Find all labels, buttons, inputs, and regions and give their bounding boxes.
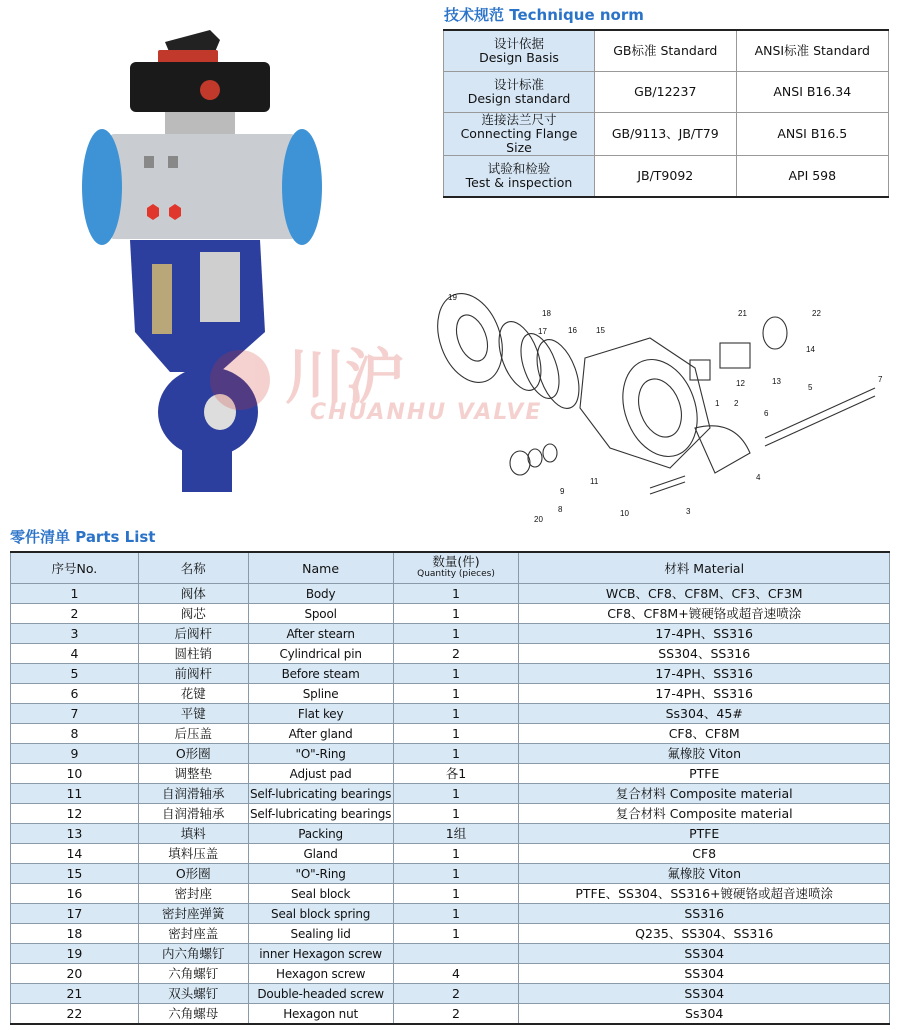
header-qty-sub: Quantity (pieces)	[417, 569, 495, 579]
technique-row	[444, 113, 889, 156]
technique-label-cn: 连接法兰尺寸	[481, 112, 557, 127]
part-material: CF8	[519, 844, 890, 864]
diagram-callout-7: 7	[878, 375, 883, 384]
diagram-callout-22: 22	[812, 309, 821, 318]
diagram-callout-4: 4	[756, 473, 761, 482]
part-qty: 各1	[393, 764, 519, 784]
part-no: 1	[11, 584, 139, 604]
part-material: PTFE	[519, 764, 890, 784]
part-cn-name: 密封座	[138, 884, 248, 904]
technique-row	[444, 156, 889, 198]
watermark-logo-icon	[210, 350, 270, 410]
diagram-callout-15: 15	[596, 326, 605, 335]
watermark-chinese: 川沪	[285, 343, 405, 413]
technique-ansi: API 598	[736, 156, 888, 198]
part-qty: 1	[393, 744, 519, 764]
part-cn-name: O形圈	[138, 744, 248, 764]
part-material: CF8、CF8M	[519, 724, 890, 744]
technique-gb: JB/T9092	[595, 156, 737, 198]
part-name: "O"-Ring	[248, 744, 393, 764]
exploded-view-diagram	[420, 278, 895, 528]
part-cn-name: 填料	[138, 824, 248, 844]
part-cn-name: 密封座盖	[138, 924, 248, 944]
part-qty: 1	[393, 804, 519, 824]
part-cn-name: 六角螺母	[138, 1004, 248, 1025]
diagram-callout-20: 20	[534, 515, 543, 524]
technique-label-en: Test & inspection	[465, 175, 573, 190]
parts-row	[11, 824, 890, 844]
part-qty: 1	[393, 844, 519, 864]
header-cn-name: 名称	[138, 552, 248, 584]
diagram-callout-21: 21	[738, 309, 747, 318]
parts-row	[11, 944, 890, 964]
part-name: inner Hexagon screw	[248, 944, 393, 964]
diagram-callout-19: 19	[448, 293, 457, 302]
parts-row	[11, 964, 890, 984]
part-material: Ss304	[519, 1004, 890, 1025]
part-cn-name: 六角螺钉	[138, 964, 248, 984]
part-name: Adjust pad	[248, 764, 393, 784]
part-no: 12	[11, 804, 139, 824]
part-qty: 1	[393, 664, 519, 684]
part-name: Seal block	[248, 884, 393, 904]
part-no: 3	[11, 624, 139, 644]
part-no: 18	[11, 924, 139, 944]
part-material: SS304、SS316	[519, 644, 890, 664]
part-name: "O"-Ring	[248, 864, 393, 884]
part-qty: 1	[393, 724, 519, 744]
diagram-callout-16: 16	[568, 326, 577, 335]
technique-label	[444, 72, 595, 113]
part-no: 16	[11, 884, 139, 904]
part-cn-name: 后阀杆	[138, 624, 248, 644]
diagram-callout-18: 18	[542, 309, 551, 318]
technique-label	[444, 113, 595, 156]
part-material: SS304	[519, 944, 890, 964]
part-qty: 1	[393, 864, 519, 884]
technique-label-en: Design Basis	[479, 50, 559, 65]
part-name: Body	[248, 584, 393, 604]
part-cn-name: 密封座弹簧	[138, 904, 248, 924]
part-no: 22	[11, 1004, 139, 1025]
diagram-callout-5: 5	[808, 383, 813, 392]
parts-row	[11, 704, 890, 724]
technique-label-en: Design standard	[467, 91, 571, 106]
diagram-callout-14: 14	[806, 345, 815, 354]
part-cn-name: 双头螺钉	[138, 984, 248, 1004]
part-qty: 1	[393, 604, 519, 624]
part-name: Double-headed screw	[248, 984, 393, 1004]
diagram-callout-1: 1	[715, 399, 720, 408]
technique-norm-title: 技术规范 Technique norm	[444, 6, 644, 24]
part-cn-name: 后压盖	[138, 724, 248, 744]
part-no: 5	[11, 664, 139, 684]
part-qty: 1	[393, 904, 519, 924]
part-material: 复合材料 Composite material	[519, 784, 890, 804]
parts-row	[11, 784, 890, 804]
technique-gb: GB/9113、JB/T79	[595, 113, 737, 156]
part-name: Hexagon screw	[248, 964, 393, 984]
part-name: Hexagon nut	[248, 1004, 393, 1025]
part-cn-name: 自润滑轴承	[138, 804, 248, 824]
technique-label-en: Connecting Flange Size	[460, 126, 578, 155]
parts-list-table	[10, 551, 890, 1025]
part-no: 19	[11, 944, 139, 964]
part-cn-name: 前阀杆	[138, 664, 248, 684]
part-material: 氟橡胶 Viton	[519, 864, 890, 884]
part-qty: 1	[393, 924, 519, 944]
part-material: 17-4PH、SS316	[519, 624, 890, 644]
part-no: 7	[11, 704, 139, 724]
part-cn-name: 圆柱销	[138, 644, 248, 664]
part-cn-name: 花键	[138, 684, 248, 704]
part-qty: 4	[393, 964, 519, 984]
header-no: 序号No.	[11, 552, 139, 584]
technique-label-cn: 设计标准	[493, 77, 544, 92]
parts-row	[11, 984, 890, 1004]
part-qty: 1	[393, 624, 519, 644]
part-no: 2	[11, 604, 139, 624]
diagram-callout-10: 10	[620, 509, 629, 518]
part-no: 21	[11, 984, 139, 1004]
parts-row	[11, 924, 890, 944]
part-no: 13	[11, 824, 139, 844]
diagram-callout-12: 12	[736, 379, 745, 388]
part-material: 17-4PH、SS316	[519, 684, 890, 704]
part-no: 8	[11, 724, 139, 744]
diagram-callout-3: 3	[686, 507, 691, 516]
part-name: Self-lubricating bearings	[248, 804, 393, 824]
parts-row	[11, 884, 890, 904]
diagram-callout-2: 2	[734, 399, 739, 408]
header-qty-label: 数量(件)	[432, 554, 480, 569]
part-material: SS304	[519, 984, 890, 1004]
technique-label	[444, 30, 595, 72]
technique-label-cn: 试验和检验	[487, 161, 551, 176]
parts-row	[11, 664, 890, 684]
diagram-callout-6: 6	[764, 409, 769, 418]
part-cn-name: 阀体	[138, 584, 248, 604]
part-no: 11	[11, 784, 139, 804]
part-name: Self-lubricating bearings	[248, 784, 393, 804]
part-name: Cylindrical pin	[248, 644, 393, 664]
part-cn-name: 自润滑轴承	[138, 784, 248, 804]
parts-row	[11, 744, 890, 764]
technique-norm-table	[443, 29, 889, 198]
header-quantity	[393, 552, 519, 584]
parts-row	[11, 864, 890, 884]
part-name: Sealing lid	[248, 924, 393, 944]
part-qty	[393, 944, 519, 964]
part-cn-name: 调整垫	[138, 764, 248, 784]
part-name: Spool	[248, 604, 393, 624]
diagram-callout-9: 9	[560, 487, 565, 496]
part-no: 14	[11, 844, 139, 864]
part-name: Flat key	[248, 704, 393, 724]
part-cn-name: 内六角螺钉	[138, 944, 248, 964]
part-qty: 2	[393, 984, 519, 1004]
part-material: Ss304、45#	[519, 704, 890, 724]
part-name: Spline	[248, 684, 393, 704]
diagram-callout-13: 13	[772, 377, 781, 386]
parts-row	[11, 844, 890, 864]
part-qty: 1组	[393, 824, 519, 844]
part-no: 15	[11, 864, 139, 884]
technique-gb: GB/12237	[595, 72, 737, 113]
part-no: 10	[11, 764, 139, 784]
part-no: 4	[11, 644, 139, 664]
part-name: After gland	[248, 724, 393, 744]
part-material: PTFE、SS304、SS316+镀硬铬或超音速喷涂	[519, 884, 890, 904]
part-qty: 2	[393, 644, 519, 664]
part-name: Seal block spring	[248, 904, 393, 924]
part-material: 氟橡胶 Viton	[519, 744, 890, 764]
parts-row	[11, 584, 890, 604]
part-name: Gland	[248, 844, 393, 864]
watermark-english: CHUANHU VALVE	[310, 400, 543, 425]
part-material: WCB、CF8、CF8M、CF3、CF3M	[519, 584, 890, 604]
part-name: Before steam	[248, 664, 393, 684]
part-cn-name: 填料压盖	[138, 844, 248, 864]
part-qty: 2	[393, 1004, 519, 1025]
parts-row	[11, 624, 890, 644]
parts-header-row	[11, 552, 890, 584]
part-material: SS316	[519, 904, 890, 924]
part-name: Packing	[248, 824, 393, 844]
technique-row	[444, 30, 889, 72]
parts-row	[11, 724, 890, 744]
part-material: SS304	[519, 964, 890, 984]
part-qty: 1	[393, 584, 519, 604]
part-material: 17-4PH、SS316	[519, 664, 890, 684]
part-no: 17	[11, 904, 139, 924]
part-qty: 1	[393, 704, 519, 724]
technique-ansi: ANSI标准 Standard	[736, 30, 888, 72]
header-name: Name	[248, 552, 393, 584]
part-material: PTFE	[519, 824, 890, 844]
technique-ansi: ANSI B16.34	[736, 72, 888, 113]
part-no: 20	[11, 964, 139, 984]
part-cn-name: O形圈	[138, 864, 248, 884]
part-no: 9	[11, 744, 139, 764]
part-cn-name: 平键	[138, 704, 248, 724]
technique-label	[444, 156, 595, 198]
part-cn-name: 阀芯	[138, 604, 248, 624]
technique-gb: GB标准 Standard	[595, 30, 737, 72]
diagram-callout-17: 17	[538, 327, 547, 336]
part-name: After stearn	[248, 624, 393, 644]
header-material: 材料 Material	[519, 552, 890, 584]
technique-ansi: ANSI B16.5	[736, 113, 888, 156]
part-material: Q235、SS304、SS316	[519, 924, 890, 944]
technique-row	[444, 72, 889, 113]
part-material: 复合材料 Composite material	[519, 804, 890, 824]
part-material: CF8、CF8M+镀硬铬或超音速喷涂	[519, 604, 890, 624]
diagram-callout-8: 8	[558, 505, 563, 514]
parts-row	[11, 644, 890, 664]
parts-row	[11, 904, 890, 924]
technique-label-cn: 设计依据	[493, 36, 544, 51]
diagram-callout-11: 11	[590, 477, 599, 486]
parts-row	[11, 684, 890, 704]
part-qty: 1	[393, 684, 519, 704]
parts-row	[11, 764, 890, 784]
parts-list-title: 零件清单 Parts List	[10, 528, 156, 546]
part-qty: 1	[393, 884, 519, 904]
parts-row	[11, 604, 890, 624]
parts-row	[11, 804, 890, 824]
part-no: 6	[11, 684, 139, 704]
part-qty: 1	[393, 784, 519, 804]
parts-row	[11, 1004, 890, 1025]
